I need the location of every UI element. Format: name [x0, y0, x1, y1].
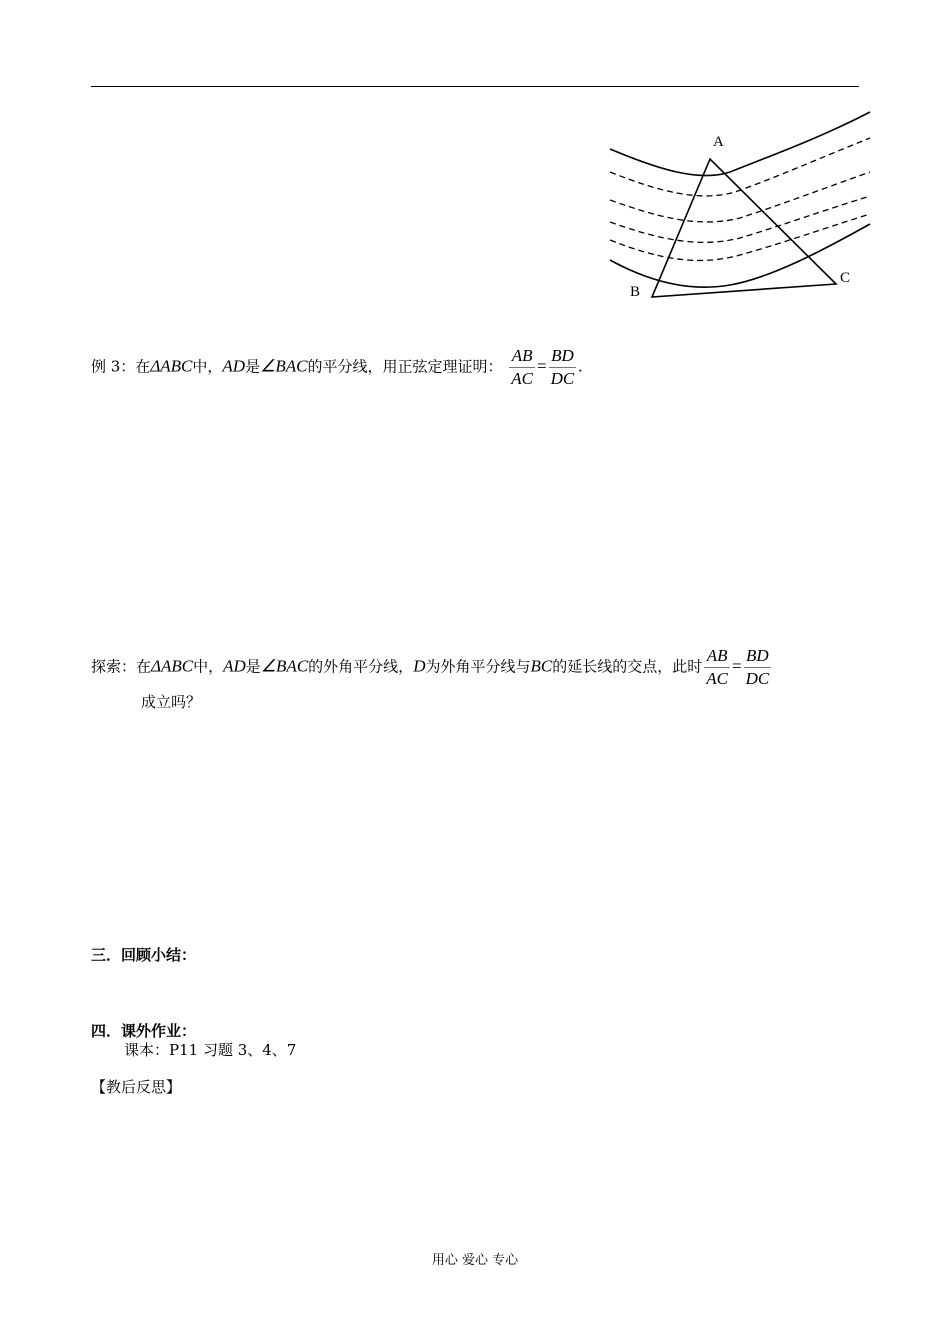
equals-sign: =	[731, 656, 742, 676]
fraction-denominator: AC	[511, 369, 533, 388]
fraction-numerator: BD	[744, 645, 772, 668]
header-rule	[91, 86, 859, 87]
period: .	[578, 356, 583, 376]
example-3-prefix: 例 3：在	[91, 357, 151, 376]
homework-content: 课本：P11 习题 3、4、7	[124, 1041, 297, 1059]
footer-text: 用心 爱心 专心	[431, 1253, 519, 1268]
fraction-numerator: AB	[704, 645, 730, 668]
vertex-label-c: C	[840, 270, 851, 286]
section-3-title: 三．回顾小结：	[91, 946, 197, 964]
fraction-denominator: AC	[706, 669, 728, 688]
river-triangle-diagram	[600, 100, 875, 310]
section-4-title: 四．课外作业：	[91, 1022, 197, 1040]
fraction-denominator: DC	[745, 669, 770, 688]
explore-text-2: 为外角平分线与	[425, 657, 531, 676]
equals-sign: =	[537, 356, 547, 376]
fraction-ab-ac	[704, 645, 730, 690]
angle-bac: ∠BAC	[260, 356, 308, 376]
example-3-in: 中，	[192, 357, 223, 376]
fraction-ab-ac	[509, 345, 535, 390]
angle-bac: ∠BAC	[260, 656, 309, 676]
example-3-text: 的平分线，用正弦定理证明：	[307, 357, 503, 376]
fraction-denominator: DC	[550, 369, 575, 388]
triangle-abc	[652, 159, 836, 297]
example-3-is: 是	[245, 357, 261, 376]
triangle-abc-symbol: ΔABC	[151, 656, 194, 676]
point-d: D	[413, 656, 426, 676]
river-triangle-figure	[600, 100, 875, 310]
reflection-title: 【教后反思】	[91, 1078, 182, 1096]
vertex-label-b: B	[630, 284, 641, 300]
fraction-bd-dc	[744, 645, 772, 690]
river-dashed-2	[610, 172, 870, 222]
segment-bc: BC	[530, 656, 553, 676]
segment-ad: AD	[222, 356, 246, 376]
explore-is: 是	[245, 657, 261, 676]
segment-ad: AD	[223, 656, 246, 676]
fraction-numerator: AB	[509, 345, 535, 368]
vertex-label-a: A	[713, 134, 724, 150]
river-bank-top	[610, 112, 870, 176]
river-dashed-3	[610, 196, 870, 242]
explore-prefix: 探索：在	[91, 657, 152, 676]
explore-in: 中，	[193, 657, 224, 676]
example-3	[91, 345, 582, 390]
explore	[91, 645, 773, 690]
fraction-numerator: BD	[549, 345, 577, 368]
river-dashed-4	[610, 214, 870, 260]
fraction-bd-dc	[549, 345, 577, 390]
river-dashed-1	[610, 138, 870, 196]
explore-text-3: 的延长线的交点，此时	[552, 657, 703, 676]
explore-text-1: 的外角平分线，	[308, 657, 414, 676]
triangle-abc-symbol: ΔABC	[150, 356, 193, 376]
explore-line-2: 成立吗？	[141, 693, 202, 711]
